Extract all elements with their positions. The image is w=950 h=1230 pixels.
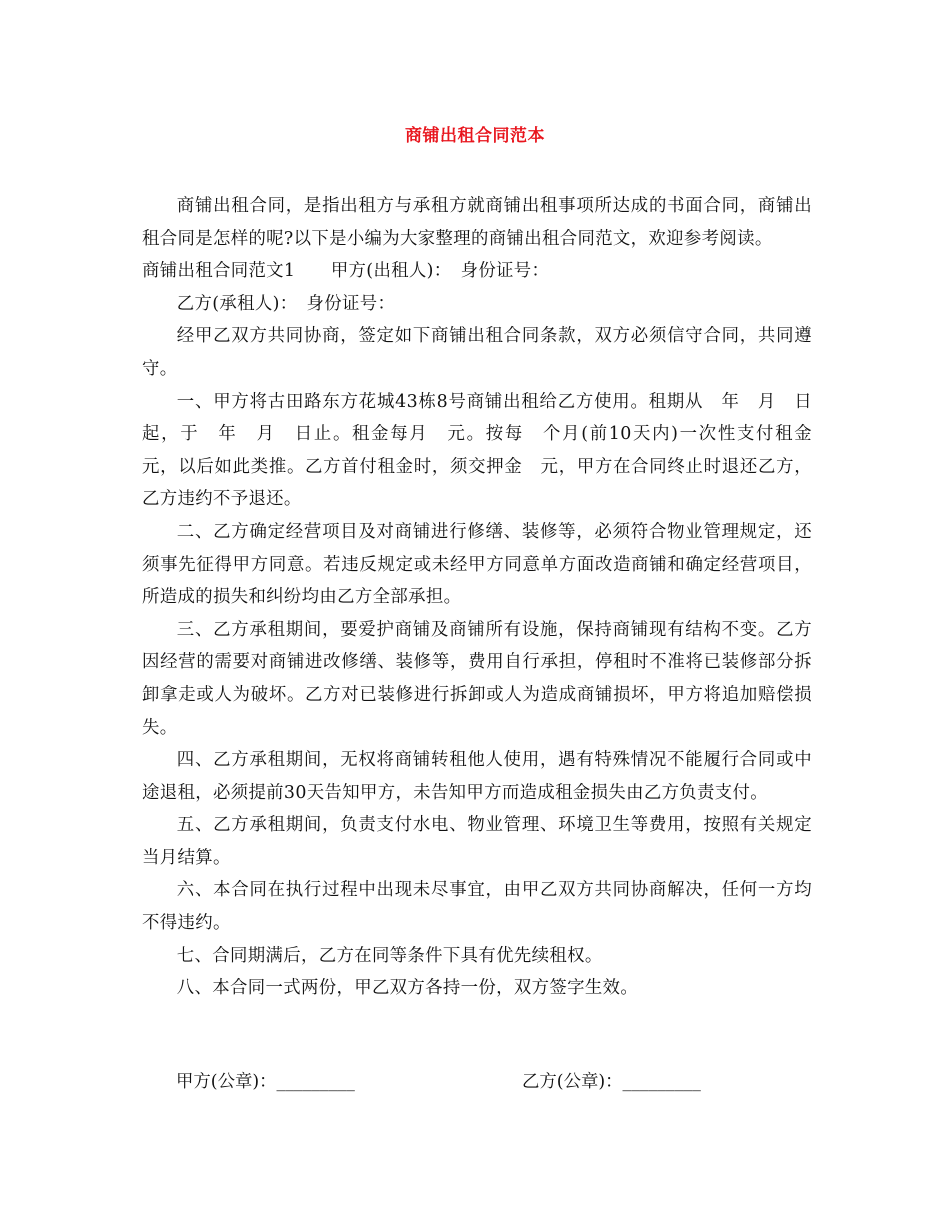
clause-7: 七、合同期满后，乙方在同等条件下具有优先续租权。 — [176, 945, 603, 966]
party-b-line: 乙方(承租人)： 身份证号： — [176, 293, 396, 314]
party-b-signature: 乙方(公章)：_________ — [522, 1072, 701, 1092]
clause-1: 一、甲方将古田路东方花城43栋8号商铺出租给乙方使用。租期从 年 月 日起，于 年 月 日止。租金每月 元。按每 个月(前10天内)一次性支付租金 元，以后如此类推。乙方首付租金时，须交押金 元，甲方在合同终止时退还乙方，乙方违约不予退还。 — [142, 391, 830, 510]
sample-heading-party-a: 商铺出租合同范文1 甲方(出租人)： 身份证号： — [142, 261, 550, 282]
agreement-paragraph: 经甲乙双方共同协商，签定如下商铺出租合同条款，双方必须信守合同，共同遵守。 — [142, 326, 812, 379]
party-a-signature: 甲方(公章)：_________ — [176, 1072, 355, 1092]
clause-2: 二、乙方确定经营项目及对商铺进行修缮、装修等，必须符合物业管理规定，还须事先征得甲方同意。若违反规定或未经甲方同意单方面改造商铺和确定经营项目，所造成的损失和纠纷均由乙方全部承担。 — [142, 521, 812, 608]
document-title: 商铺出租合同范本 — [405, 126, 545, 146]
clause-5: 五、乙方承租期间，负责支付水电、物业管理、环境卫生等费用，按照有关规定当月结算。 — [142, 815, 812, 868]
clause-8: 八、本合同一式两份，甲乙双方各持一份，双方签字生效。 — [176, 978, 639, 999]
signature-row — [176, 1066, 736, 1098]
intro-paragraph: 商铺出租合同，是指出租方与承租方就商铺出租事项所达成的书面合同，商铺出租合同是怎样的呢?以下是小编为大家整理的商铺出租合同范文，欢迎参考阅读。 — [142, 196, 812, 249]
clause-4: 四、乙方承租期间，无权将商铺转租他人使用，遇有特殊情况不能履行合同或中途退租，必须提前30天告知甲方，未告知甲方而造成租金损失由乙方负责支付。 — [142, 750, 812, 803]
document-body — [142, 190, 830, 1005]
clause-6: 六、本合同在执行过程中出现未尽事宜，由甲乙双方共同协商解决，任何一方均不得违约。 — [142, 880, 812, 934]
clause-3: 三、乙方承租期间，要爱护商铺及商铺所有设施，保持商铺现有结构不变。乙方因经营的需要对商铺进改修缮、装修等，费用自行承担，停租时不准将已装修部分拆卸拿走或人为破坏。乙方对已装修进行拆卸或人为造成商铺损坏，甲方将追加赔偿损失。 — [142, 619, 812, 738]
